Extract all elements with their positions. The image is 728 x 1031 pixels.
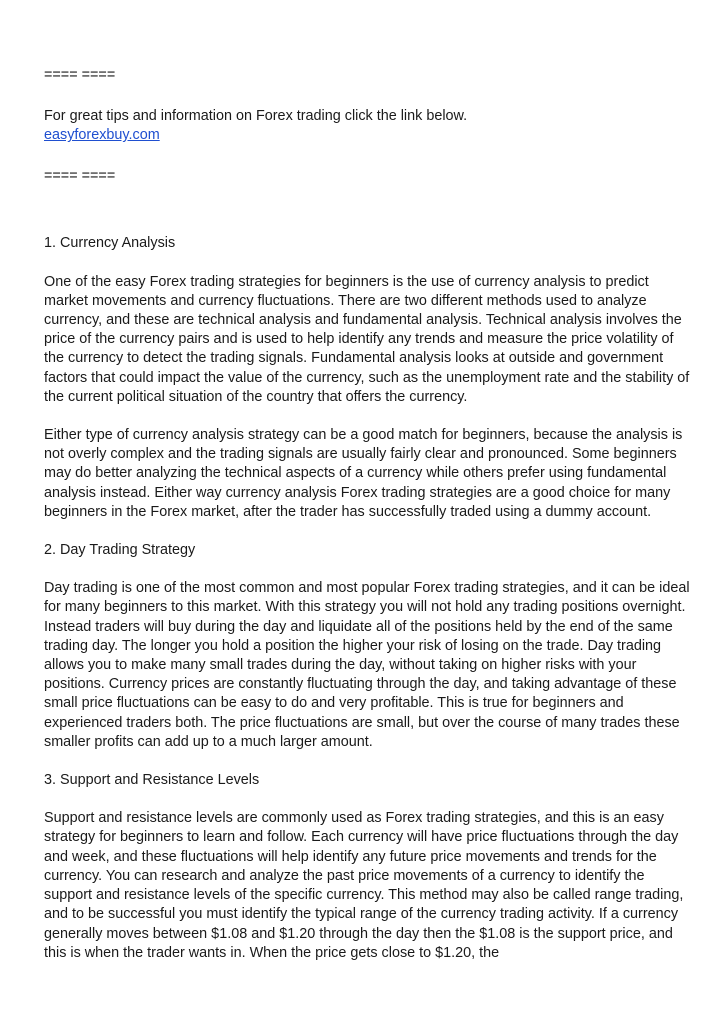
- separator-bottom: ==== ====: [44, 168, 116, 185]
- paragraph-currency-analysis-2: Either type of currency analysis strategy can be a good match for beginners, because the analysis is not overly complex and the trading signals are usually fairly clear and pronounced. Some beginners may do better analyzing the technical aspects of a currency while others prefer using fundamental analysis instead. Either way currency analysis Forex trading strategies are a good choice for many beginners in the Forex market, after the trader has successfully traded using a dummy account.: [44, 427, 683, 520]
- section-title-currency-analysis: 1. Currency Analysis: [44, 235, 176, 252]
- separator-top: ==== ====: [44, 67, 116, 83]
- promo-link[interactable]: easyforexbuy.com: [44, 127, 160, 144]
- document-page: [44, 66, 694, 963]
- paragraph-support-resistance-1: Support and resistance levels are commonly used as Forex trading strategies, and this is an easy strategy for beginners to learn and follow. Each currency will have price fluctuations through the day and week, and these fluctuations will help identify any future price movements and trends for the currency. You can research and analyze the past price movements of a currency to identify the support and resistance levels of the specific currency. This method may also be called range trading, and to be successful you must identify the typical range of the currency trading activity. If a currency generally moves between $1.08 and $1.20 through the day then the $1.08 is the support price, and this is when the trader wants in. When the price gets close to $1.20, the: [44, 810, 684, 961]
- promo-text: For great tips and information on Forex trading click the link below.: [44, 108, 468, 124]
- paragraph-currency-analysis-1: One of the easy Forex trading strategies for beginners is the use of currency analysis to predict market movements and currency fluctuations. There are two different methods used to analyze currency, and these are technical analysis and fundamental analysis. Technical analysis involves the price of the currency pairs and is used to help identify any trends and measure the price volatility of the currency to detect the trading signals. Fundamental analysis looks at outside and government factors that could impact the value of the currency, such as the unemployment rate and the stability of the current political situation of the country that offers the currency.: [44, 273, 690, 405]
- section-title-day-trading: 2. Day Trading Strategy: [44, 542, 196, 559]
- paragraph-day-trading-1: Day trading is one of the most common and most popular Forex trading strategies, and it can be ideal for many beginners to this market. With this strategy you will not hold any trading positions overnight. Instead traders will buy during the day and liquidate all of the positions held by the end of the same trading day. The longer you hold a position the higher your risk of losing on the trade. Day trading allows you to make many small trades during the day, without taking on higher risks with your positions. Currency prices are constantly fluctuating through the day, and taking advantage of these small price fluctuations can be easy to do and very profitable. This is true for beginners and experienced traders both. The price fluctuations are small, but over the course of many trades these smaller profits can add up to a much larger amount.: [44, 580, 690, 750]
- section-title-support-resistance: 3. Support and Resistance Levels: [44, 772, 260, 789]
